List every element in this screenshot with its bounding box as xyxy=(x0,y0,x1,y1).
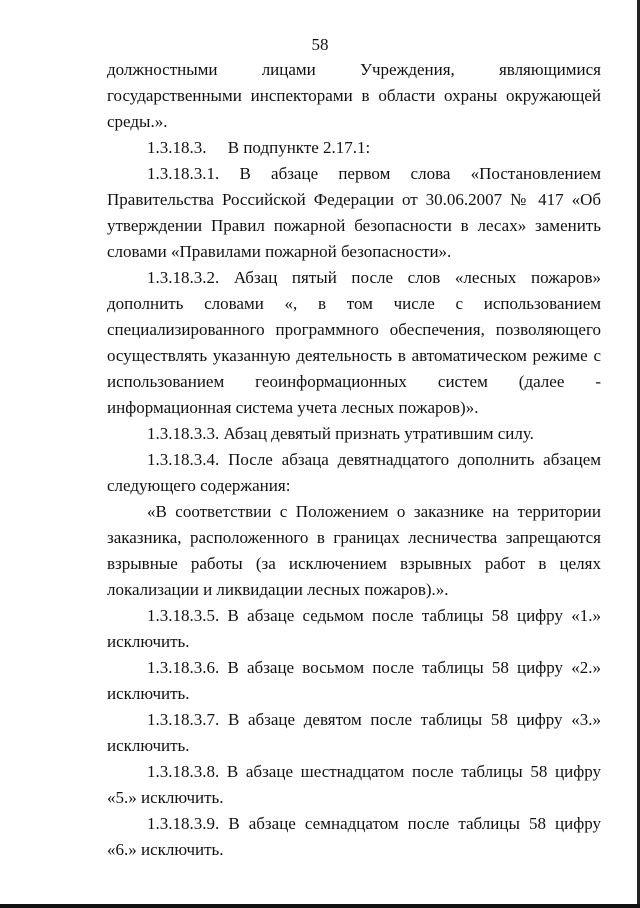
paragraph-1-3-18-3: 1.3.18.3. В подпункте 2.17.1: xyxy=(147,138,371,157)
scan-edge-bottom xyxy=(0,904,640,908)
paragraph-1-3-18-3-9: 1.3.18.3.9. В абзаце семнадцатом после таблицы 58 цифру «6.» исключить. xyxy=(107,814,601,859)
paragraph-1-3-18-3-3: 1.3.18.3.3. Абзац девятый признать утратившим силу. xyxy=(147,424,534,443)
paragraph-1-3-18-3-4: 1.3.18.3.4. После абзаца девятнадцатого дополнить абзацем следующего содержания: xyxy=(107,450,601,495)
paragraph-1-3-18-3-6: 1.3.18.3.6. В абзаце восьмом после таблицы 58 цифру «2.» исключить. xyxy=(107,658,601,703)
page-number: 58 xyxy=(311,35,329,54)
paragraph-continuation: должностными лицами Учреждения, являющимися государственными инспекторами в области охраны окружающей среды.». xyxy=(107,60,601,131)
paragraph-1-3-18-3-1: 1.3.18.3.1. В абзаце первом слова «Постановлением Правительства Российской Федерации от 30.06.2007 № 417 «Об утверждении Правил пожарной безопасности в лесах» заменить словами «Правилами пожарной безопасности». xyxy=(107,164,601,261)
paragraph-1-3-18-3-5: 1.3.18.3.5. В абзаце седьмом после таблицы 58 цифру «1.» исключить. xyxy=(107,606,601,651)
paragraph-1-3-18-3-8: 1.3.18.3.8. В абзаце шестнадцатом после таблицы 58 цифру «5.» исключить. xyxy=(107,762,601,807)
paragraph-1-3-18-3-7: 1.3.18.3.7. В абзаце девятом после таблицы 58 цифру «3.» исключить. xyxy=(107,710,601,755)
document-body xyxy=(107,57,601,863)
paragraph-quoted-text: «В соответствии с Положением о заказнике на территории заказника, расположенного в границах лесничества запрещаются взрывные работы (за исключением взрывных работ в целях локализации и ликвидации лесных пожаров).». xyxy=(107,502,601,599)
paragraph-1-3-18-3-2: 1.3.18.3.2. Абзац пятый после слов «лесных пожаров» дополнить словами «, в том числе с использованием специализированного программного обеспечения, позволяющего осуществлять указанную деятельность в автоматическом режиме с использованием геоинформационных систем (далее - информационная система учета лесных пожаров)». xyxy=(107,268,601,417)
